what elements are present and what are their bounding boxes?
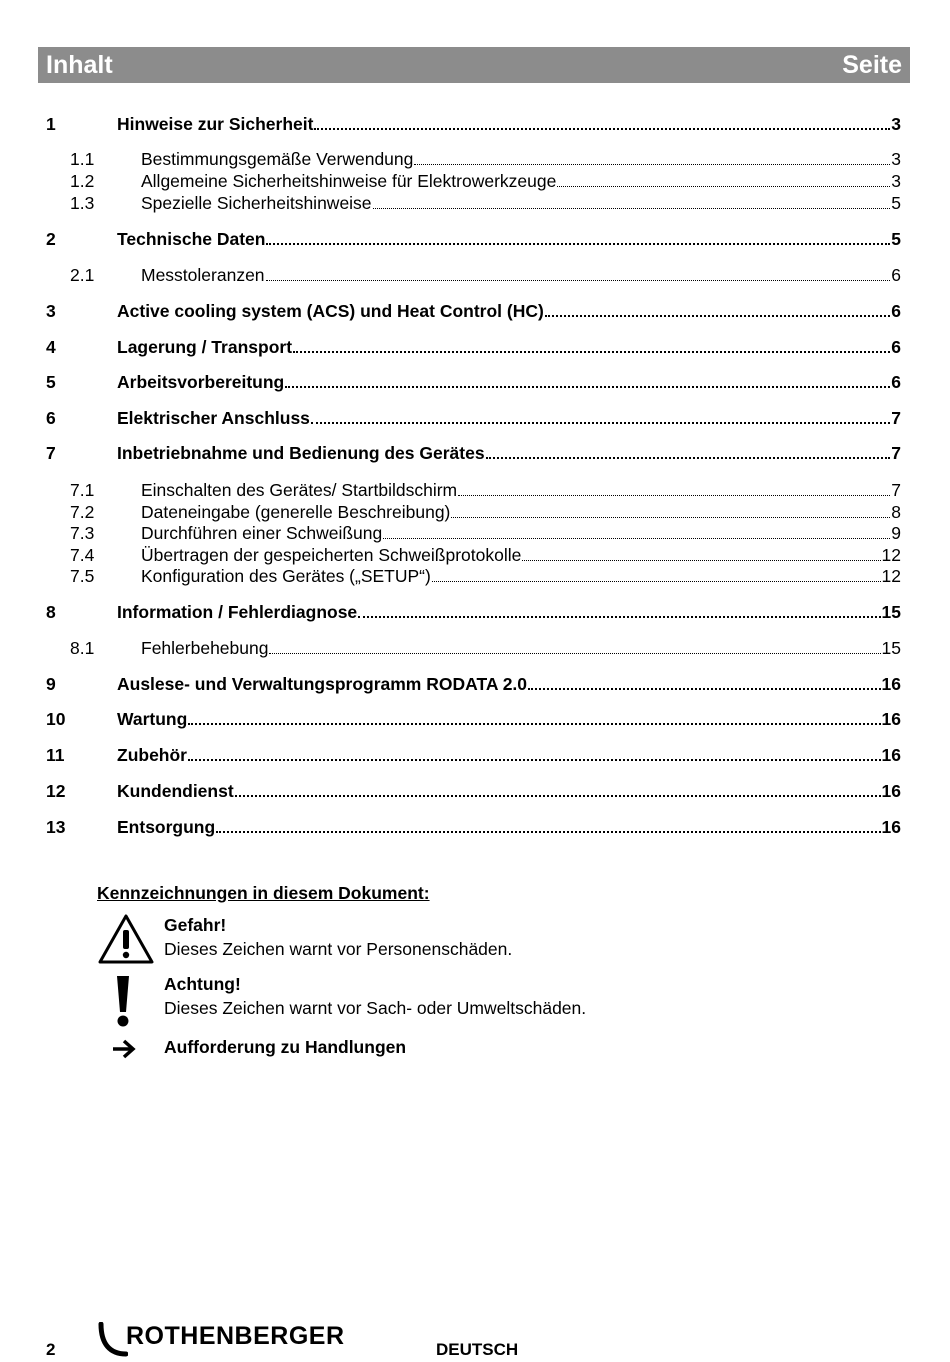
toc-entry[interactable] [46,673,901,695]
toc-entry-number: 1.1 [70,149,95,169]
toc-entry-title: Wartung [117,709,188,729]
toc-entry-title: Technische Daten [117,229,266,249]
toc-leader-dots [528,687,881,690]
toc-entry[interactable] [46,336,901,358]
toc-entry-title: Bestimmungsgemäße Verwendung [141,149,414,169]
toc-leader-dots [522,559,880,561]
legend-caution [164,972,586,1020]
toc-header-bar [38,47,910,83]
toc-entry-page: 12 [881,566,901,586]
toc-entry-number: 7.2 [70,502,95,522]
toc-entry-page: 16 [881,709,901,729]
legend-danger-title: Gefahr! [164,915,227,935]
toc-leader-dots [432,580,881,582]
toc-entry-number: 1 [46,114,56,134]
logo-swoosh-icon [98,1322,128,1358]
toc-leader-dots [285,385,890,388]
warning-triangle-icon [97,913,155,965]
toc-entry[interactable] [46,544,901,566]
toc-leader-dots [458,494,890,496]
exclamation-mark-icon [113,974,133,1028]
toc-leader-dots [383,537,890,539]
toc-leader-dots [188,758,881,761]
toc-entry[interactable] [46,228,901,250]
toc-entry-number: 12 [46,781,66,801]
toc-entry-title: Dateneingabe (generelle Beschreibung) [141,502,451,522]
legend-danger [164,913,512,961]
toc-entry[interactable] [46,371,901,393]
toc-entry-page: 15 [881,638,901,658]
toc-entry[interactable] [46,170,901,192]
toc-leader-dots [373,207,891,209]
toc-entry-number: 4 [46,337,56,357]
toc-leader-dots [451,516,890,518]
toc-entry-number: 11 [46,745,65,765]
toc-entry-title: Hinweise zur Sicherheit [117,114,314,134]
toc-entry-number: 2.1 [70,265,95,285]
toc-leader-dots [545,314,890,317]
toc-entry-page: 16 [881,674,901,694]
toc-entry-title: Messtoleranzen [141,265,265,285]
toc-entry-page: 7 [891,480,901,500]
toc-entry-title: Durchführen einer Schweißung [141,523,383,543]
toc-leader-dots [269,652,880,654]
toc-entry-number: 7.1 [70,480,95,500]
toc-leader-dots [188,722,880,725]
page-number: 2 [46,1340,56,1359]
toc-entry-title: Auslese- und Verwaltungsprogramm RODATA 2.0 [117,674,528,694]
toc-entry-page: 9 [891,523,901,543]
legend-caution-text: Dieses Zeichen warnt vor Sach- oder Umweltschäden. [164,998,587,1018]
toc-entry-title: Active cooling system (ACS) und Heat Control (HC) [117,301,544,321]
toc-entry-page: 12 [881,545,901,565]
toc-entry[interactable] [46,479,901,501]
toc-entry-page: 15 [881,602,901,622]
toc-entry[interactable] [46,816,901,838]
toc-entry-page: 7 [891,408,901,428]
toc-entry[interactable] [46,565,901,587]
legend-caution-title: Achtung! [164,974,241,994]
toc-entry-page: 8 [891,502,901,522]
toc-entry[interactable] [46,407,901,429]
toc-entry[interactable] [46,300,901,322]
toc-entry[interactable] [46,192,901,214]
toc-entry-title: Information / Fehlerdiagnose [117,602,358,622]
toc-entry-number: 5 [46,372,56,392]
toc-entry-page: 3 [891,114,901,134]
toc-entry-page: 6 [891,301,901,321]
toc-entry-number: 1.2 [70,171,95,191]
header-page-label: Seite [842,50,902,79]
toc-leader-dots [216,830,880,833]
toc-entry-number: 6 [46,408,56,428]
toc-entry-number: 7 [46,443,56,463]
toc-entry-page: 3 [891,149,901,169]
toc-entry[interactable] [46,601,901,623]
legend-action [164,1035,406,1059]
toc-entry[interactable] [46,744,901,766]
header-contents-label: Inhalt [46,50,113,79]
brand-logo [98,1320,348,1360]
toc-entry-number: 10 [46,709,66,729]
toc-entry[interactable] [46,708,901,730]
toc-entry-title: Konfiguration des Gerätes („SETUP“) [141,566,431,586]
legend-action-text: Aufforderung zu Handlungen [164,1037,407,1057]
toc-entry-number: 1.3 [70,193,95,213]
legend-danger-text: Dieses Zeichen warnt vor Personenschäden. [164,939,513,959]
toc-entry-page: 5 [891,229,901,249]
toc-entry-page: 3 [891,171,901,191]
toc-entry[interactable] [46,113,901,135]
toc-entry-title: Allgemeine Sicherheitshinweise für Elektrowerkzeuge [141,171,557,191]
toc-entry-number: 8.1 [70,638,95,658]
toc-entry-page: 6 [891,337,901,357]
toc-leader-dots [311,421,890,424]
toc-entry-page: 16 [881,745,901,765]
toc-entry-page: 7 [891,443,901,463]
toc-entry-title: Inbetriebnahme und Bedienung des Gerätes [117,443,485,463]
toc-leader-dots [557,185,890,187]
toc-entry-title: Spezielle Sicherheitshinweise [141,193,372,213]
toc-entry-page: 5 [891,193,901,213]
brand-name: ROTHENBERGER [126,1322,345,1350]
toc-leader-dots [266,279,891,281]
toc-entry[interactable] [46,637,901,659]
toc-leader-dots [486,456,891,459]
toc-entry-title: Einschalten des Gerätes/ Startbildschirm [141,480,458,500]
toc-entry[interactable] [46,522,901,544]
toc-entry-title: Arbeitsvorbereitung [117,372,285,392]
toc-entry-number: 7.5 [70,566,95,586]
toc-entry[interactable] [46,148,901,170]
toc-entry-number: 9 [46,674,56,694]
language-label: DEUTSCH [436,1340,519,1359]
arrow-right-icon [111,1038,137,1060]
toc-entry[interactable] [46,442,901,464]
toc-entry-title: Entsorgung [117,817,216,837]
toc-entry-page: 16 [881,781,901,801]
toc-entry-page: 16 [881,817,901,837]
toc-entry-number: 7.3 [70,523,95,543]
toc-entry[interactable] [46,780,901,802]
toc-leader-dots [314,127,890,130]
toc-entry-page: 6 [891,372,901,392]
toc-leader-dots [266,242,890,245]
toc-entry-number: 8 [46,602,56,622]
toc-entry-number: 3 [46,301,56,321]
toc-entry-title: Lagerung / Transport [117,337,293,357]
toc-entry-title: Kundendienst [117,781,234,801]
toc-entry-title: Fehlerbehebung [141,638,269,658]
toc-entry-page: 6 [891,265,901,285]
toc-entry-number: 2 [46,229,56,249]
toc-entry[interactable] [46,264,901,286]
toc-entry[interactable] [46,501,901,523]
toc-leader-dots [358,615,880,618]
toc-leader-dots [235,794,881,797]
toc-entry-number: 13 [46,817,66,837]
toc-leader-dots [414,163,890,165]
toc-entry-title: Zubehör [117,745,187,765]
legend-heading: Kennzeichnungen in diesem Dokument: [97,883,430,903]
toc-entry-number: 7.4 [70,545,95,565]
toc-leader-dots [293,350,890,353]
toc-entry-title: Übertragen der gespeicherten Schweißprotokolle [141,545,522,565]
toc-entry-title: Elektrischer Anschluss [117,408,310,428]
